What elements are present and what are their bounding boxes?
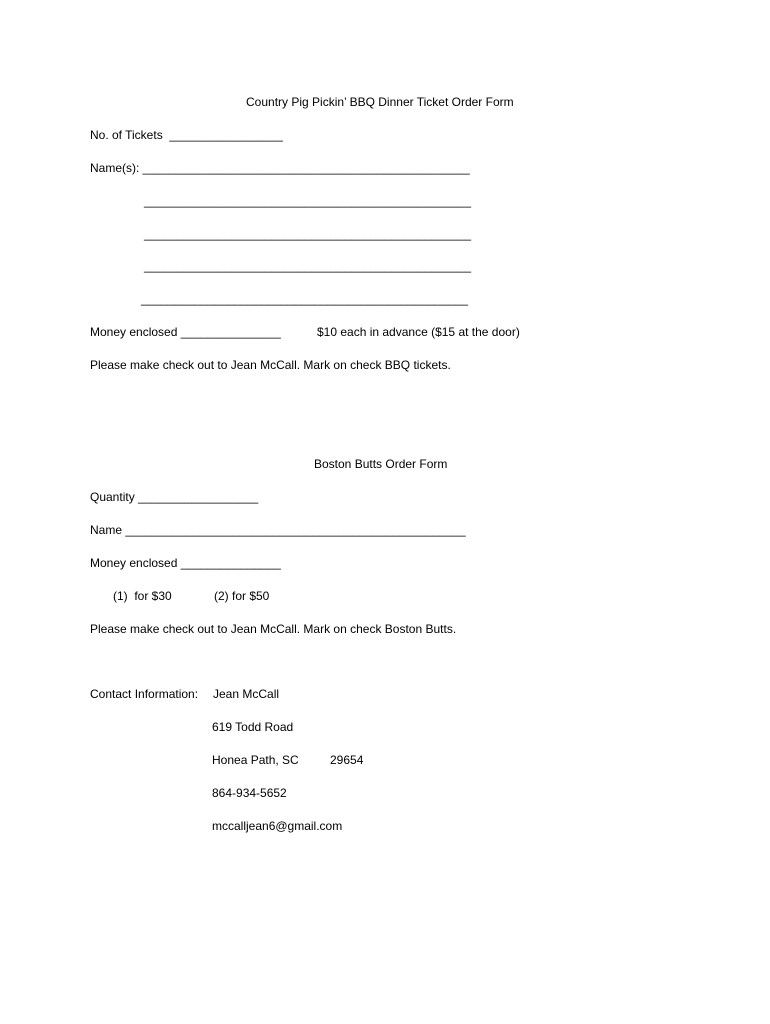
quantity-field-line: Quantity __________________ xyxy=(90,490,259,504)
butts-name-field-line: Name ___________________________________________________ xyxy=(90,523,466,537)
contact-street: 619 Todd Road xyxy=(212,720,294,734)
butts-money-enclosed-line: Money enclosed _______________ xyxy=(90,556,281,570)
contact-email: mccalljean6@gmail.com xyxy=(212,819,343,833)
option-one-price: (1) for $30 xyxy=(113,589,172,603)
option-two-price: (2) for $50 xyxy=(214,589,270,603)
contact-city: Honea Path, SC xyxy=(212,753,299,767)
contact-label: Contact Information: xyxy=(90,687,199,701)
contact-zip: 29654 xyxy=(330,753,364,767)
name-blank-line: _________________________________________________ xyxy=(144,227,472,241)
names-field-line: Name(s): _________________________________________________ xyxy=(90,161,470,175)
name-blank-line: _________________________________________________ xyxy=(141,292,469,306)
bbq-price-text: $10 each in advance ($15 at the door) xyxy=(317,325,520,339)
butts-form-title: Boston Butts Order Form xyxy=(314,457,448,471)
tickets-field-line: No. of Tickets _________________ xyxy=(90,128,283,142)
name-blank-line: _________________________________________________ xyxy=(144,194,472,208)
name-blank-line: _________________________________________________ xyxy=(144,259,472,273)
bbq-money-enclosed-line: Money enclosed _______________ xyxy=(90,325,281,339)
contact-phone: 864-934-5652 xyxy=(212,786,287,800)
contact-name: Jean McCall xyxy=(213,687,280,701)
bbq-check-note: Please make check out to Jean McCall. Mark on check BBQ tickets. xyxy=(90,358,451,372)
bbq-form-title: Country Pig Pickin’ BBQ Dinner Ticket Order Form xyxy=(246,95,514,109)
butts-check-note: Please make check out to Jean McCall. Mark on check Boston Butts. xyxy=(90,622,457,636)
